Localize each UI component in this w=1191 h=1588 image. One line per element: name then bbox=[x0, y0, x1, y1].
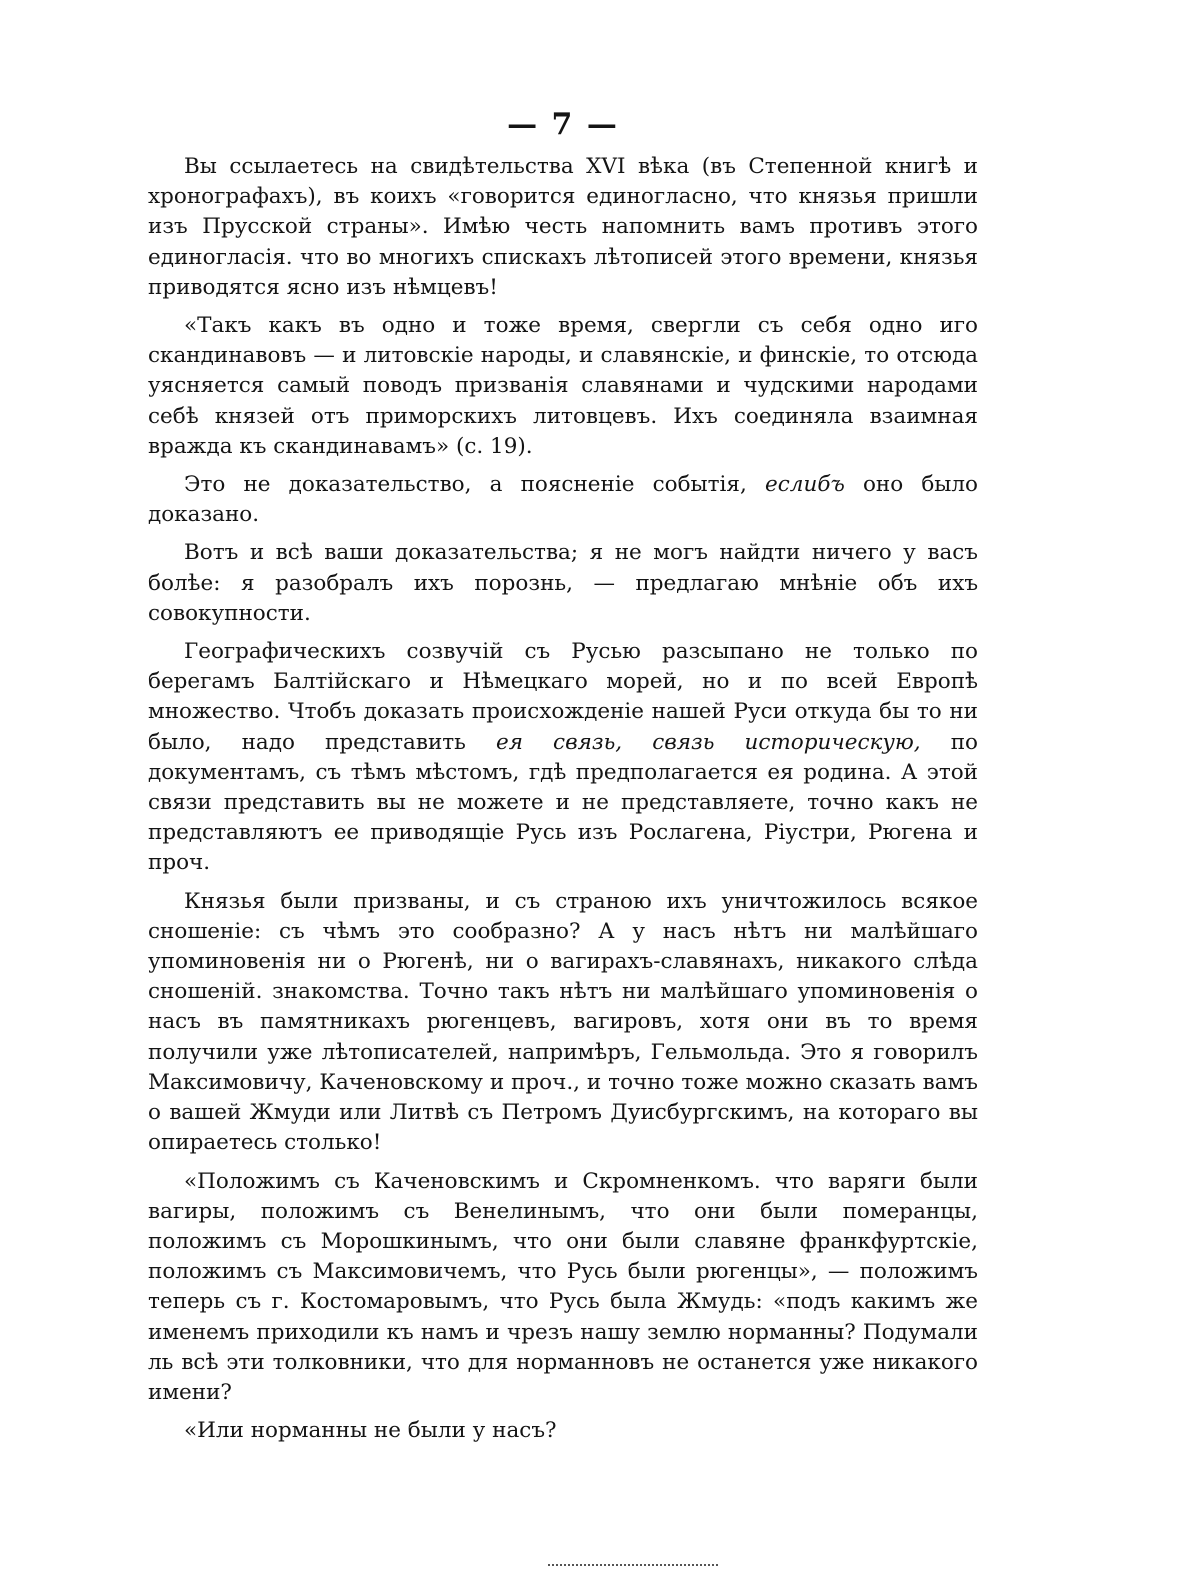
paragraph-4: Вотъ и всѣ ваши доказательства; я не могъ найдти ничего у васъ болѣе: я разобралъ ихъ порознь, — предлагаю мнѣніе объ ихъ совокупности. bbox=[148, 540, 978, 626]
paragraph-6: Князья были призваны, и съ страною ихъ уничтожилось всякое сношеніе: съ чѣмъ это сообразно? А у насъ нѣтъ ни малѣйшаго упоминовенія ни о Рюгенѣ, ни о вагирахъ-славянахъ, никакого слѣда сношеній. знакомства. Точно такъ нѣтъ ни малѣйшаго упоминовенія о насъ въ памятникахъ рюгенцевъ, вагировъ, хотя они въ то время получили уже лѣтописателей, напримѣръ, Гельмольда. Это я говорилъ Максимовичу, Каченовскому и проч., и точно тоже можно сказать вамъ о вашей Жмуди или Литвѣ съ Петромъ Дуисбургскимъ, на котораго вы опираетесь столько! bbox=[148, 888, 978, 1156]
paragraph-5-text-before: Географическихъ созвучій съ Русью разсыпано не только по берегамъ Балтійскаго и Нѣмецкаго морей, но и по всей Европѣ множество. Чтобъ доказать происхожденіе нашей Руси откуда бы то ни было, надо представить bbox=[148, 639, 978, 755]
document-page bbox=[148, 108, 978, 1446]
paragraph-3-text-before: Это не доказательство, а поясненіе событія, bbox=[184, 472, 747, 498]
paragraph-7: «Положимъ съ Каченовскимъ и Скромненкомъ. что варяги были вагиры, положимъ съ Венелинымъ, что они были померанцы, положимъ съ Морошкинымъ, что они были славяне франкфуртскіе, положимъ съ Максимовичемъ, что Русь были рюгенцы», — положимъ теперь съ г. Костомаровымъ, что Русь была Жмудь: «подъ какимъ же именемъ приходили къ намъ и чрезъ нашу землю норманны? Подумали ль всѣ эти толковники, что для норманновъ не останется уже никакого имени? bbox=[148, 1168, 978, 1405]
bleed-through-mark bbox=[548, 1564, 718, 1572]
paragraph-3 bbox=[148, 470, 978, 530]
paragraph-3-text-after: оно было доказано. bbox=[148, 472, 978, 528]
paragraph-8: «Или норманны не были у насъ? bbox=[184, 1418, 557, 1444]
paragraph-1: Вы ссылаетесь на свидѣтельства XVI вѣка (въ Степенной книгѣ и хронографахъ), въ коихъ «говорится единогласно, что князья пришли изъ Прусской страны». Имѣю честь напомнить вамъ противъ этого единогласія. что во многихъ спискахъ лѣтописей этого времени, князья приводятся ясно изъ нѣмцевъ! bbox=[148, 154, 978, 300]
paragraph-5-italic: ея связь, связь историческую, bbox=[495, 729, 921, 755]
paragraph-5 bbox=[148, 637, 978, 879]
paragraph-2: «Такъ какъ въ одно и тоже время, свергли съ себя одно иго скандинавовъ — и литовскіе народы, и славянскіе, и финскіе, то отсюда уясняется самый поводъ призванія славянами и чудскими народами себѣ князей отъ приморскихъ литовцевъ. Ихъ соединяла взаимная вражда къ скандинавамъ» (с. 19). bbox=[148, 313, 978, 459]
paragraph-3-italic: еслибъ bbox=[765, 472, 845, 498]
page-number: — 7 — bbox=[507, 107, 619, 142]
paragraph-5-text-after: по документамъ, съ тѣмъ мѣстомъ, гдѣ предполагается ея родина. А этой связи представить вы не можете и не представляете, точно какъ не представляютъ ее приводящіе Русь изъ Рослагена, Ріустри, Рюгена и проч. bbox=[148, 729, 978, 876]
